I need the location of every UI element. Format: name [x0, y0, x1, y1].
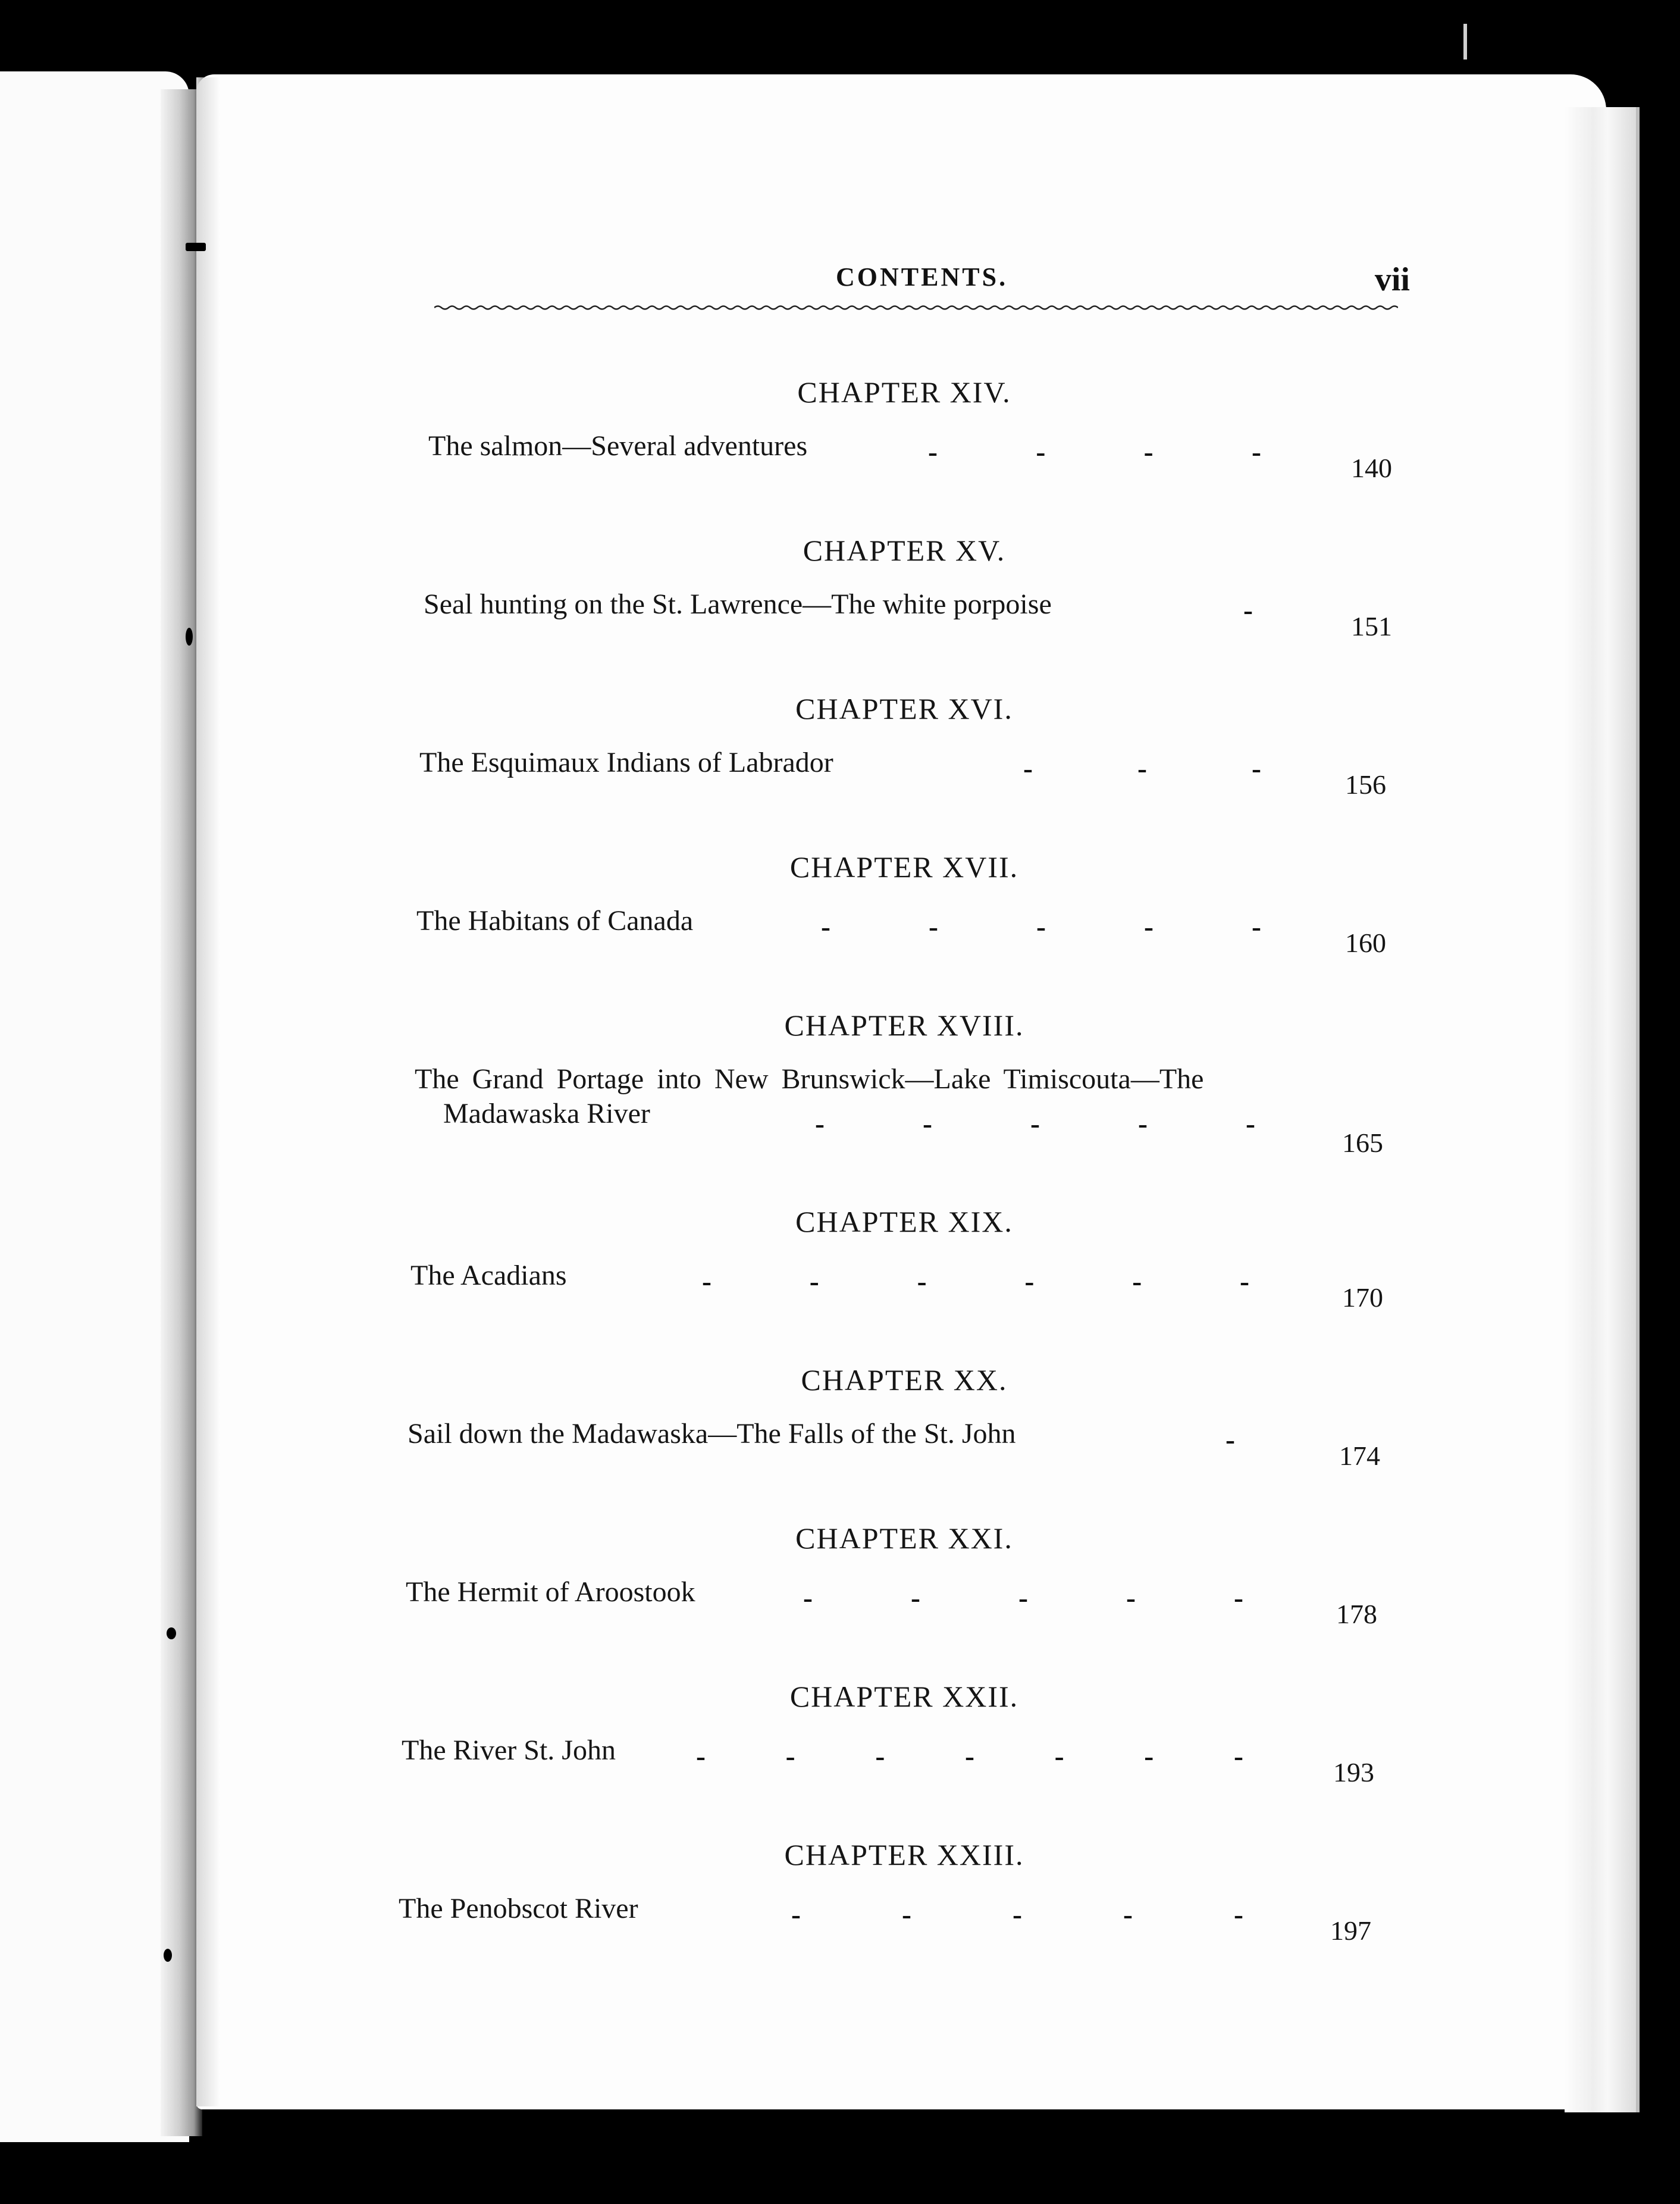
chapter-page-number: 151 [1351, 611, 1392, 641]
toc-entry [393, 1837, 1416, 1996]
chapter-heading: CHAPTER XVII. [789, 850, 1019, 884]
scan-mark [167, 1627, 176, 1639]
chapter-page-number: 165 [1342, 1128, 1383, 1158]
dot-leaders: - [1225, 1424, 1235, 1455]
chapter-title: The Acadians [410, 1260, 567, 1291]
gutter-shadow [196, 77, 220, 2106]
dot-leaders: - - - - - [821, 911, 1261, 943]
dot-leaders: - - - - - [791, 1899, 1243, 1930]
running-head-title: CONTENTS. [836, 262, 1008, 292]
chapter-title: The Esquimaux Indians of Labrador [419, 747, 833, 778]
chapter-heading: CHAPTER XV. [803, 534, 1006, 567]
chapter-page-number: 156 [1345, 769, 1386, 800]
chapter-title: The Hermit of Aroostook [406, 1576, 695, 1608]
chapter-title-continued: Madawaska River [443, 1098, 650, 1129]
toc-entry [393, 1679, 1416, 1837]
table-of-contents [393, 375, 1416, 1996]
dot-leaders: - - - - - - - [696, 1740, 1243, 1772]
chapter-page-number: 197 [1330, 1915, 1371, 1946]
scan-mark [186, 243, 206, 251]
page-edge [1565, 107, 1640, 2112]
dot-leaders: - - - - - [803, 1582, 1243, 1614]
chapter-page-number: 178 [1336, 1599, 1377, 1629]
chapter-heading: CHAPTER XIX. [795, 1205, 1013, 1238]
chapter-heading: CHAPTER XVI. [795, 692, 1013, 725]
chapter-title: The Grand Portage into New Brunswick—Lake Timiscouta—The [415, 1063, 1204, 1095]
toc-entry [393, 1008, 1416, 1204]
chapter-heading: CHAPTER XIV. [797, 375, 1011, 409]
chapter-page-number: 174 [1339, 1441, 1380, 1471]
dot-leaders: - - - [1023, 753, 1261, 784]
toc-entry [393, 375, 1416, 533]
wavy-rule [434, 305, 1398, 311]
chapter-heading: CHAPTER XVIII. [784, 1009, 1024, 1042]
chapter-title: The Habitans of Canada [416, 905, 694, 937]
toc-entry [393, 1204, 1416, 1363]
chapter-heading: CHAPTER XX. [801, 1363, 1008, 1397]
chapter-title: The Penobscot River [399, 1893, 638, 1924]
toc-entry [393, 850, 1416, 1008]
running-head [434, 262, 1416, 333]
chapter-title: The salmon—Several adventures [428, 430, 808, 462]
dot-leaders: - - - - - [815, 1108, 1255, 1139]
dot-leaders: - - - - [928, 436, 1261, 468]
chapter-page-number: 160 [1345, 928, 1386, 958]
toc-entry [393, 533, 1416, 691]
scan-mark [186, 628, 193, 646]
dot-leaders: - - - - - - [702, 1266, 1249, 1297]
toc-entry [393, 1363, 1416, 1521]
toc-entry [393, 1521, 1416, 1679]
chapter-page-number: 170 [1342, 1282, 1383, 1313]
chapter-title: Seal hunting on the St. Lawrence—The white porpoise [424, 588, 1052, 620]
chapter-heading: CHAPTER XXI. [795, 1521, 1013, 1555]
scan-mark [164, 1949, 172, 1962]
chapter-page-number: 140 [1351, 453, 1392, 483]
dot-leaders: - [1243, 594, 1253, 626]
chapter-page-number: 193 [1333, 1757, 1374, 1787]
chapter-heading: CHAPTER XXII. [789, 1680, 1019, 1713]
scan-artifact [1463, 24, 1467, 60]
chapter-title: The River St. John [402, 1735, 616, 1766]
chapter-heading: CHAPTER XXIII. [784, 1838, 1024, 1871]
chapter-title: Sail down the Madawaska—The Falls of the St. John [408, 1418, 1016, 1449]
page-number: vii [1374, 261, 1410, 298]
toc-entry [393, 691, 1416, 850]
